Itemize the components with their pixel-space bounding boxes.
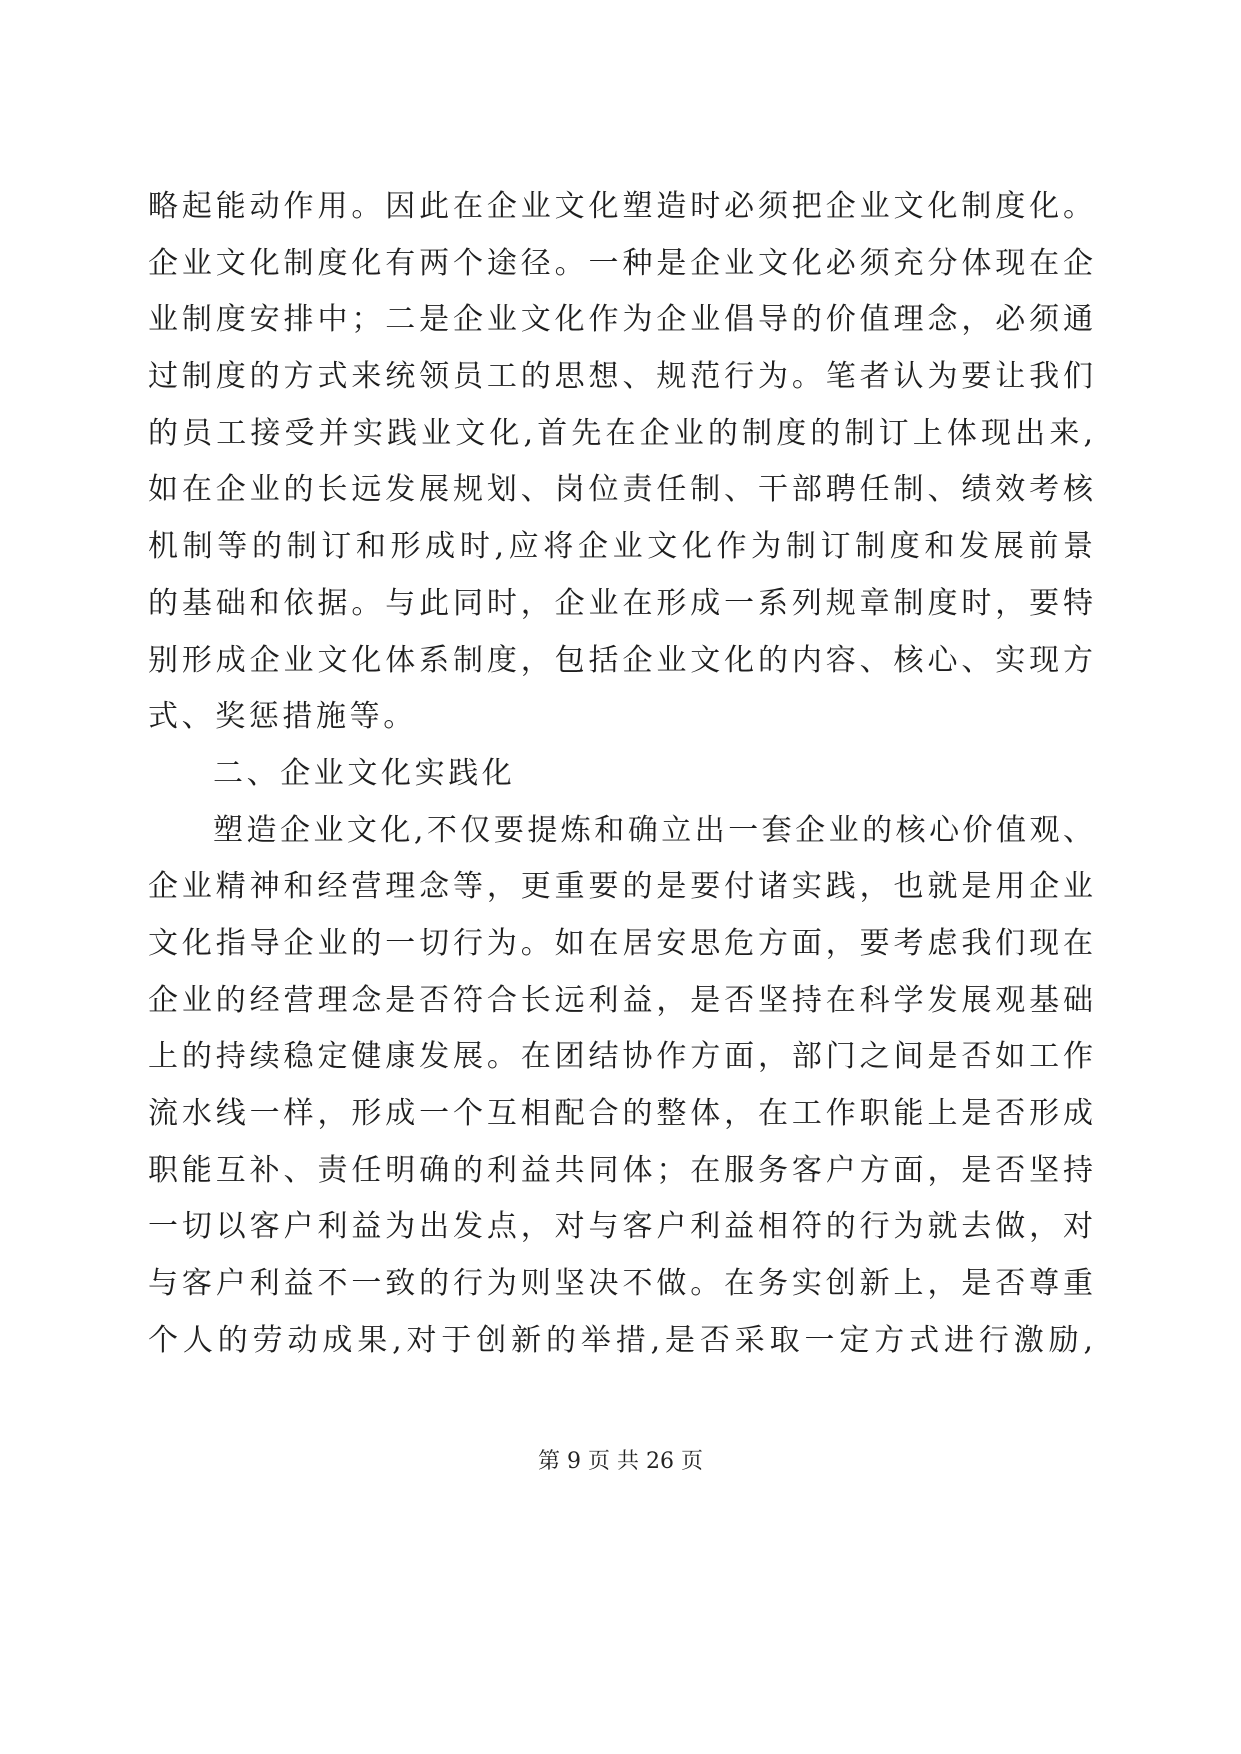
text-line: 业制度安排中；二是企业文化作为企业倡导的价值理念，必须通 (148, 302, 1093, 338)
text-line: 与客户利益不一致的行为则坚决不做。在务实创新上，是否尊重 (148, 1266, 1093, 1302)
text-line: 塑造企业文化,不仅要提炼和确立出一套企业的核心价值观、 (213, 812, 1093, 848)
text-line: 的员工接受并实践业文化,首先在企业的制度的制订上体现出来, (148, 415, 1093, 451)
body-text (148, 179, 1093, 1369)
text-line: 别形成企业文化体系制度，包括企业文化的内容、核心、实现方 (148, 642, 1093, 678)
text-line: 略起能动作用。因此在企业文化塑造时必须把企业文化制度化。 (148, 189, 1093, 224)
text-line: 企业精神和经营理念等，更重要的是要付诸实践，也就是用企业 (148, 869, 1093, 905)
section-heading: 二、企业文化实践化 (213, 755, 516, 791)
text-line: 的基础和依据。与此同时，企业在形成一系列规章制度时，要特 (148, 585, 1093, 621)
page-number-footer: 第 9 页 共 26 页 (538, 1449, 703, 1474)
text-line: 流水线一样，形成一个互相配合的整体，在工作职能上是否形成 (148, 1096, 1093, 1131)
text-line: 过制度的方式来统领员工的思想、规范行为。笔者认为要让我们 (148, 359, 1093, 395)
text-line: 如在企业的长远发展规划、岗位责任制、干部聘任制、绩效考核 (148, 472, 1093, 508)
text-line: 式、奖惩措施等。 (148, 699, 417, 735)
text-line: 个人的劳动成果,对于创新的举措,是否采取一定方式进行激励, (148, 1322, 1093, 1358)
text-line: 职能互补、责任明确的利益共同体；在服务客户方面，是否坚持 (148, 1152, 1093, 1188)
text-line: 企业的经营理念是否符合长远利益，是否坚持在科学发展观基础 (148, 982, 1093, 1018)
text-line: 上的持续稳定健康发展。在团结协作方面，部门之间是否如工作 (148, 1039, 1093, 1075)
text-line: 文化指导企业的一切行为。如在居安思危方面，要考虑我们现在 (148, 925, 1093, 961)
text-line: 一切以客户利益为出发点，对与客户利益相符的行为就去做，对 (148, 1209, 1093, 1245)
text-line: 企业文化制度化有两个途径。一种是企业文化必须充分体现在企 (148, 245, 1093, 281)
text-line: 机制等的制订和形成时,应将企业文化作为制订制度和发展前景 (148, 529, 1093, 565)
